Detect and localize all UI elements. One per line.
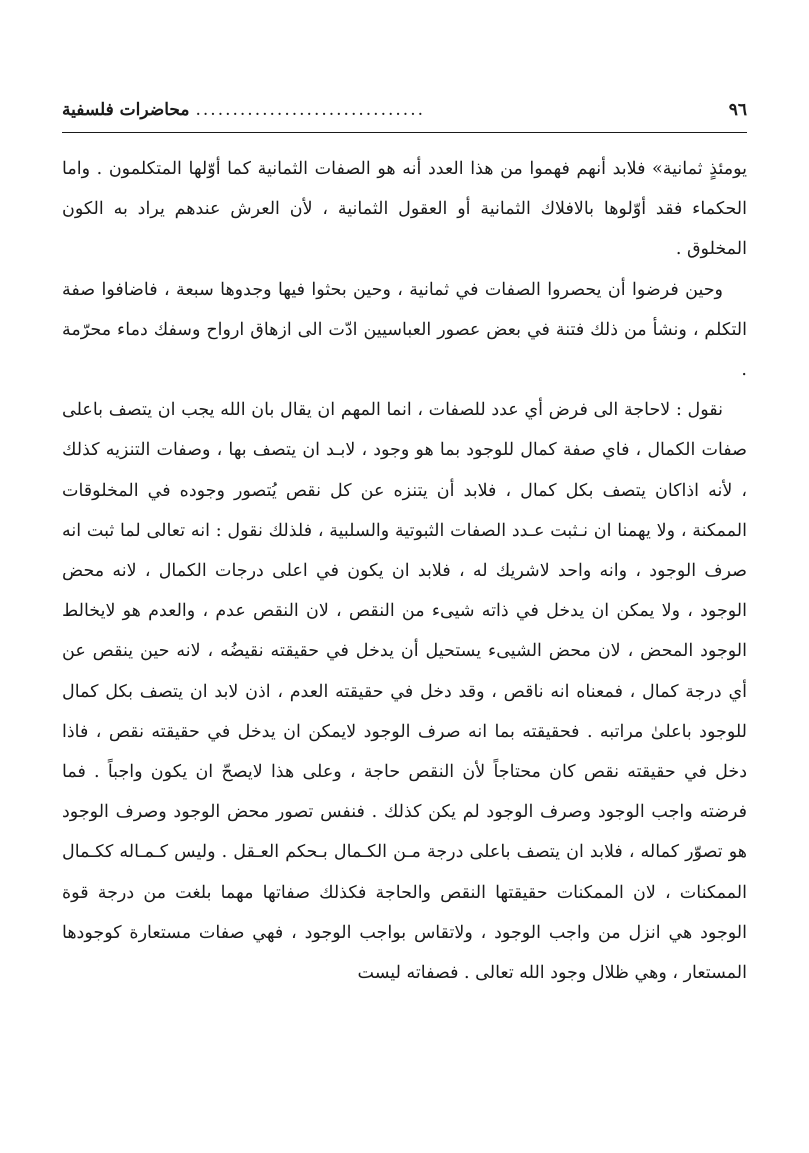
paragraph-3: نقول : لاحاجة الى فرض أي عدد للصفات ، انما المهم ان يقال بان الله يجب ان يتصف باعلى صفات الكمال ، فاي صفة كمال للوجود بما هو وجود ، لابـد ان يتصف بها ، وصفات التنزيه كذلك ، لأنه اذاكان يتصف بكل كمال ، فلابد أن يتنزه عن كل نقص يُتصور وجوده في المخلوقات الممكنة ، ولا يهمنا ان نـثبت عـدد الصفات الثبوتية والسلبية ، فلذلك نقول : انه تعالى لما ثبت انه صرف الوجود ، وانه واحد لاشريك له ، فلابد ان يكون في اعلى درجات الكمال ، لانه محض الوجود ، ولا يمكن ان يدخل في ذاته شيىء من النقص ، لان النقص عدم ، والعدم هو لايخالط الوجود المحض ، لان محض الشيىء يستحيل أن يدخل في حقيقته نقيضُه ، لانه حين ينقص عن أي درجة كمال ، فمعناه انه ناقص ، وقد دخل في حقيقته العدم ، اذن لابد ان يتصف بكل كمال للوجود باعلىٰ مراتبه . فحقيقته بما انه صرف الوجود لايمكن ان يدخل في حقيقته نقص ، فاذا دخل في حقيقته نقص كان محتاجاً لأن النقص حاجة ، وعلى هذا لايصحّ ان يكون واجباً . فما فرضته واجب الوجود وصرف الوجود لم يكن كذلك . فنفس تصور محض الوجود وصرف الوجود هو تصوّر كماله ، فلابد ان يتصف باعلى درجة مـن الكـمال بـحكم العـقل . وليس كـمـاله ككـمال الممكنات ، لان الممكنات حقيقتها النقص والحاجة فكذلك صفاتها مهما بلغت من درجة قوة الوجود هي انزل من واجب الوجود ، ولاتقاس بواجب الوجود ، فهي صفات مستعارة كوجودها المستعار ، وهي ظلال وجود الله تعالى . فصفاته ليست xyxy=(62,400,747,984)
book-title: محاضرات فلسفية xyxy=(62,100,190,120)
body-text xyxy=(62,149,747,993)
header-dot-leader: ............................... xyxy=(195,100,426,120)
page-number: ٩٦ xyxy=(728,100,747,120)
running-header xyxy=(62,100,747,133)
paragraph-1: يومئذٍ ثمانية» فلابد أنهم فهموا من هذا العدد أنه هو الصفات الثمانية كما أوّلها المتكلمون . واما الحكماء فقد أوّلوها بالافلاك الثمانية أو العقول الثمانية ، لأن العرش عندهم يراد به الكون المخلوق . xyxy=(62,159,747,260)
paragraph-2: وحين فرضوا أن يحصروا الصفات في ثمانية ، وحين بحثوا فيها وجدوها سبعة ، فاضافوا صفة التكلم ، ونشأ من ذلك فتنة في بعض عصور العباسيين ادّت الى ازهاق ارواح وسفك دماء محرّمة . xyxy=(62,279,747,381)
book-page xyxy=(62,100,747,993)
